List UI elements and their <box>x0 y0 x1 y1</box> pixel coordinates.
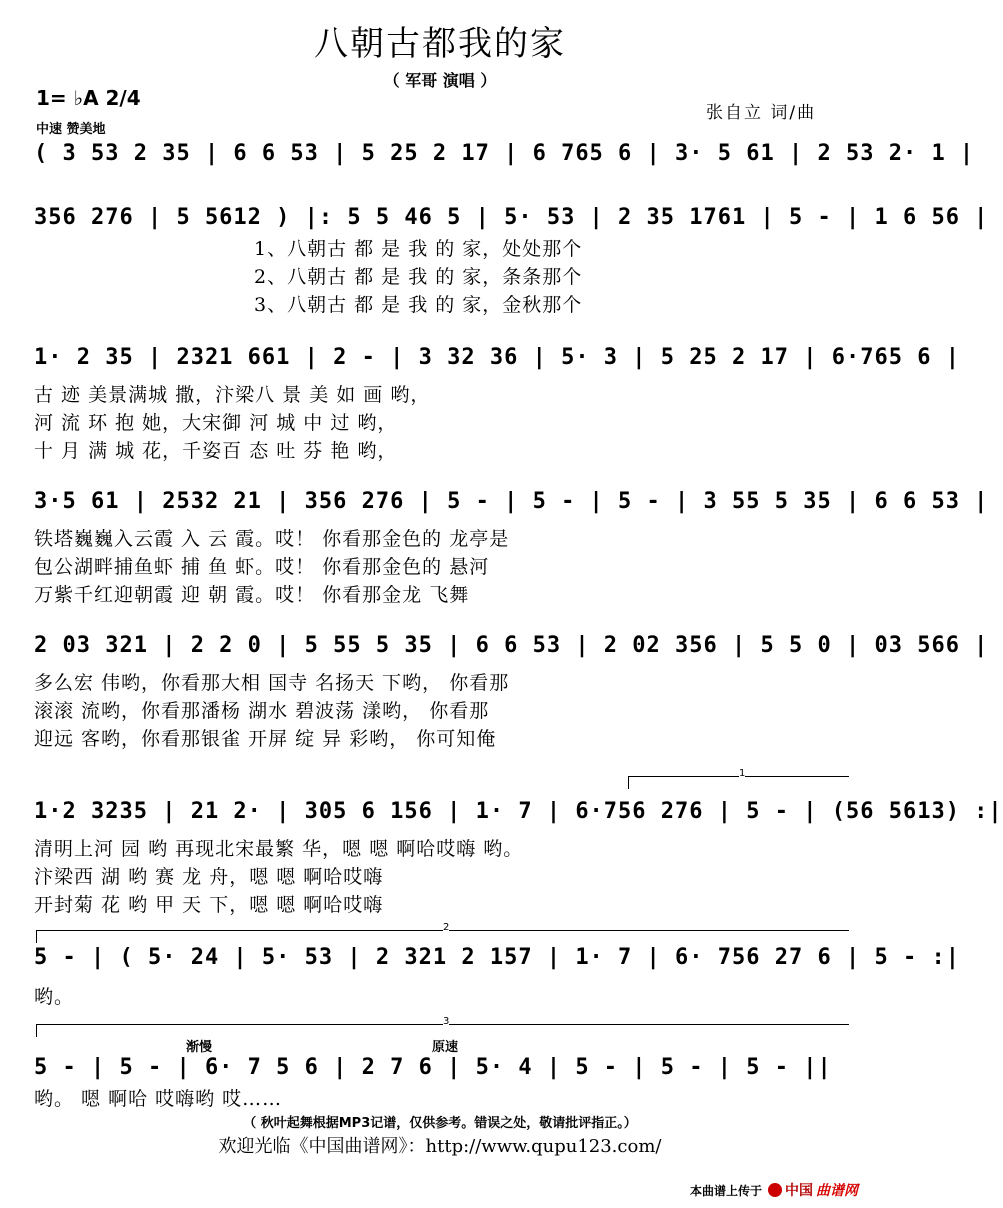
volta-number: 2 <box>443 922 450 933</box>
lyric-line: 2、八朝古 都 是 我 的 家，条条那个 <box>254 266 583 288</box>
lyric-line: 铁塔巍巍入云霞 入 云 霞。哎！ 你看那金色的 龙亭是 <box>34 528 510 550</box>
notation-line-7: 5 - | ( 5· 24 | 5· 53 | 2 321 2 157 | 1· 7 | 6· 756 27 6 | 5 - :| <box>34 945 960 970</box>
upload-credit <box>690 1180 858 1200</box>
volta-number: 1 <box>739 768 746 779</box>
notation-line-3: 1· 2 35 | 2321 661 | 2 - | 3 32 36 | 5· 3 | 5 25 2 17 | 6·765 6 | <box>34 345 960 370</box>
lyric-line: 滚滚 流哟，你看那潘杨 湖水 碧波荡 漾哟， 你看那 <box>34 700 490 722</box>
lyric-line: 迎远 客哟，你看那银雀 开屏 绽 异 彩哟， 你可知俺 <box>34 728 497 750</box>
notation-line-8: 5 - | 5 - | 6· 7 5 6 | 2 7 6 | 5· 4 | 5 - | 5 - | 5 - || <box>34 1055 832 1080</box>
notation-line-2: 356 276 | 5 5612 ) |: 5 5 46 5 | 5· 53 | 2 35 1761 | 5 - | 1 6 56 | <box>34 205 989 230</box>
lyric-line: 开封菊 花 哟 甲 天 下，嗯 嗯 啊哈哎嗨 <box>34 894 384 916</box>
site-welcome: 欢迎光临《中国曲谱网》：http://www.qupu123.com/ <box>218 1136 662 1157</box>
logo-icon <box>768 1183 782 1197</box>
site-logo[interactable] <box>768 1180 858 1200</box>
lyric-line: 包公湖畔捕鱼虾 捕 鱼 虾。哎！ 你看那金色的 悬河 <box>34 556 490 578</box>
lyric-line: 汴梁西 湖 哟 赛 龙 舟，嗯 嗯 啊哈哎嗨 <box>34 866 384 888</box>
volta-number: 3 <box>443 1016 450 1027</box>
song-title: 八朝古都我的家 <box>314 24 566 64</box>
tempo-marking: 中速 赞美地 <box>36 122 106 137</box>
performer-note: （ 军哥 演唱 ） <box>383 71 497 90</box>
lyric-line: 万紫千红迎朝霞 迎 朝 霞。哎！ 你看那金龙 飞舞 <box>34 584 470 606</box>
lyric-line: 清明上河 园 哟 再现北宋最繁 华，嗯 嗯 啊哈哎嗨 哟。 <box>34 838 524 860</box>
key-signature: 1= ♭A 2/4 <box>36 86 141 110</box>
lyric-line: 古 迹 美景满城 撒，汴梁八 景 美 如 画 哟， <box>34 384 431 406</box>
lyric-line: 1、八朝古 都 是 我 的 家，处处那个 <box>254 238 583 260</box>
second-ending-bracket <box>36 922 849 943</box>
transcription-note: （ 秋叶起舞根据MP3记谱，仅供参考。错误之处，敬请批评指正。） <box>243 1116 637 1131</box>
ritardando-marking: 渐慢 <box>186 1040 213 1055</box>
lyric-line: 多么宏 伟哟，你看那大相 国寺 名扬天 下哟， 你看那 <box>34 672 510 694</box>
lyric-line: 河 流 环 抱 她，大宋御 河 城 中 过 哟， <box>34 412 398 434</box>
logo-text-a: 中国 <box>785 1183 814 1199</box>
upload-text: 本曲谱上传于 <box>690 1183 763 1198</box>
notation-line-6: 1·2 3235 | 21 2· | 305 6 156 | 1· 7 | 6·756 276 | 5 - | (56 5613) :| <box>34 799 1003 824</box>
composer-credit: 张自立 词/曲 <box>706 103 817 123</box>
lyric-line: 哟。 <box>34 986 75 1008</box>
lyric-line: 十 月 满 城 花，千姿百 态 吐 芬 艳 哟， <box>34 440 398 462</box>
lyric-line: 3、八朝古 都 是 我 的 家，金秋那个 <box>254 294 583 316</box>
a-tempo-marking: 原速 <box>432 1040 459 1055</box>
notation-line-4: 3·5 61 | 2532 21 | 356 276 | 5 - | 5 - | 5 - | 3 55 5 35 | 6 6 53 | <box>34 489 989 514</box>
logo-text-b: 曲谱网 <box>816 1183 859 1199</box>
notation-line-1: ( 3 53 2 35 | 6 6 53 | 5 25 2 17 | 6 765 6 | 3· 5 61 | 2 53 2· 1 | <box>34 141 975 166</box>
first-ending-bracket <box>628 768 849 789</box>
notation-line-5: 2 03 321 | 2 2 0 | 5 55 5 35 | 6 6 53 | 2 02 356 | 5 5 0 | 03 566 | <box>34 633 989 658</box>
lyric-line: 哟。 嗯 啊哈 哎嗨哟 哎…… <box>34 1088 283 1110</box>
